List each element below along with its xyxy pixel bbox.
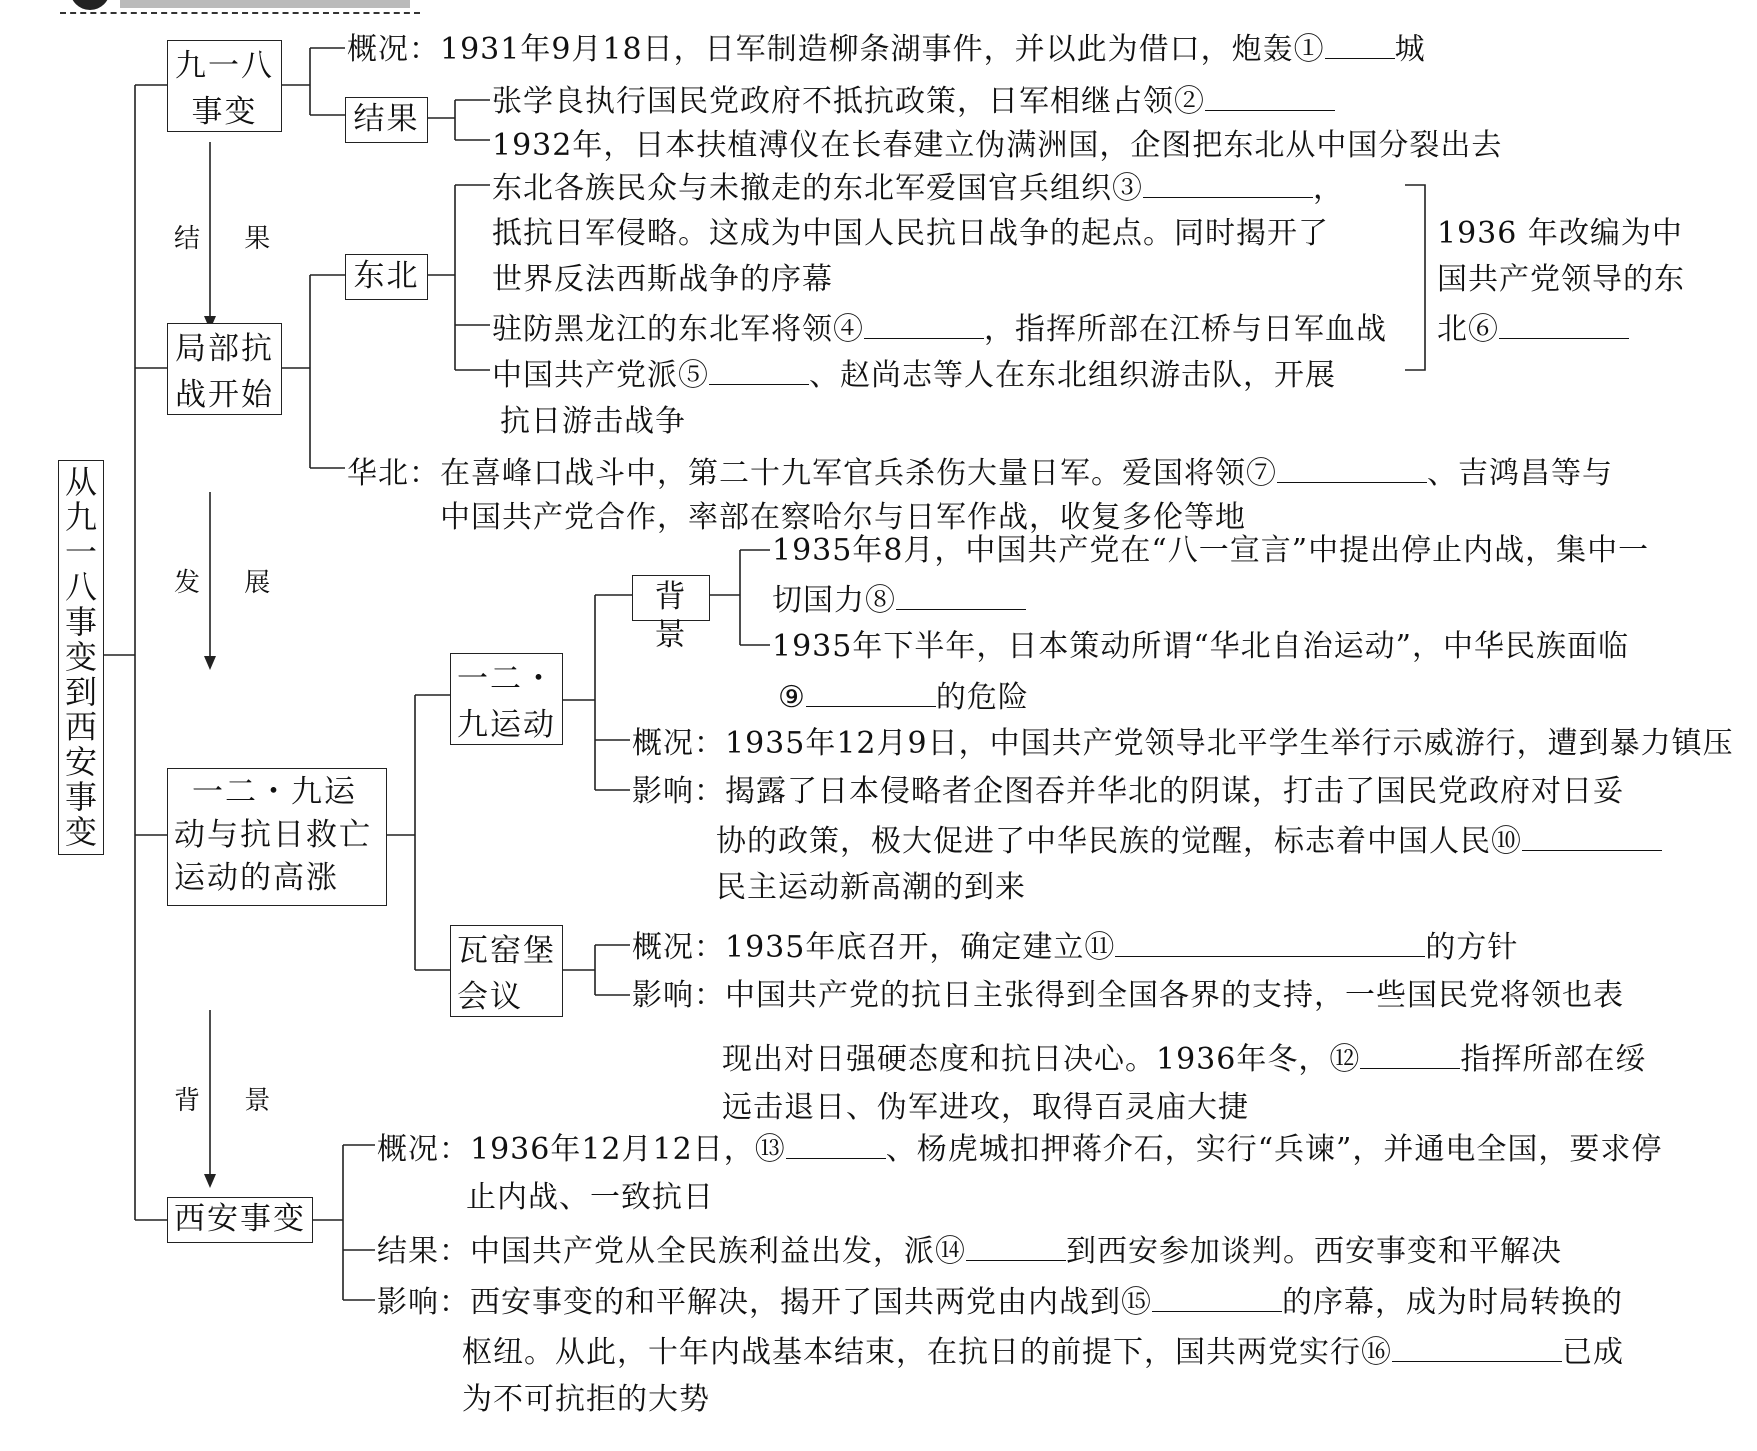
text-xian-influence-1: 影响：西安事变的和平解决，揭开了国共两党由内战到⑮ 的序幕，成为时局转换的 bbox=[377, 1277, 1623, 1327]
text-ne-1c: 世界反法西斯战争的序幕 bbox=[492, 262, 833, 297]
node-129-movement bbox=[450, 653, 563, 745]
text-bg-2b: ⑨ 的危险 bbox=[778, 672, 1029, 722]
node-918-result: 结果 bbox=[345, 97, 428, 143]
root-char: 到 bbox=[64, 673, 97, 711]
text-bg-2a: 1935年下半年，日本策动所谓“华北自治运动”，中华民族面临 bbox=[772, 629, 1630, 664]
root-char: 事 bbox=[64, 603, 97, 641]
root-node bbox=[58, 460, 104, 855]
text-xian-overview-1: 概况：1936年12月12日，⑬ 、杨虎城扣押蒋介石，实行“兵谏”，并通电全国，要求停 bbox=[377, 1124, 1662, 1174]
node-wayaobao bbox=[450, 925, 563, 1017]
node-wayaobao-line1: 瓦窑堡 bbox=[457, 933, 556, 969]
text-918-result-2: 1932年，日本扶植溥仪在长春建立伪满洲国，企图把东北从中国分裂出去 bbox=[492, 128, 1503, 163]
text-wyb-influence-3: 远击退日、伪军进攻，取得百灵庙大捷 bbox=[722, 1090, 1249, 1125]
node-918-line1: 九一八 bbox=[175, 48, 274, 84]
text-918-result-1: 张学良执行国民党政府不抵抗政策，日军相继占领② bbox=[492, 76, 1335, 126]
text-129-influence-3: 民主运动新高潮的到来 bbox=[716, 870, 1026, 905]
node-129-main-line3: 运动的高涨 bbox=[174, 860, 339, 896]
text-129-overview: 概况：1935年12月9日，中国共产党领导北平学生举行示威游行，遭到暴力镇压 bbox=[632, 726, 1734, 761]
node-129-line2: 九运动 bbox=[457, 707, 556, 743]
root-char: 变 bbox=[64, 638, 97, 676]
node-129-main bbox=[167, 768, 387, 906]
node-129-main-line2: 动与抗日救亡 bbox=[174, 817, 372, 853]
node-129-main-line1: 一二・九运 bbox=[192, 774, 357, 810]
text-xian-overview-2: 止内战、一致抗日 bbox=[466, 1180, 714, 1215]
flow-label-background: 背 景 bbox=[174, 1086, 289, 1116]
root-char: 八 bbox=[64, 568, 97, 606]
text-xian-result: 结果：中国共产党从全民族利益出发，派⑭ 到西安参加谈判。西安事变和平解决 bbox=[377, 1226, 1562, 1276]
text-ne-side-1: 1936 年改编为中 bbox=[1437, 216, 1683, 251]
text-ne-side-2: 国共产党领导的东 bbox=[1437, 262, 1685, 297]
root-char: 事 bbox=[64, 778, 97, 816]
text-ne-1a: 东北各族民众与未撤走的东北军爱国官兵组织③ ， bbox=[492, 163, 1344, 213]
node-xian-incident: 西安事变 bbox=[167, 1197, 313, 1243]
text-129-influence-2: 协的政策，极大促进了中华民族的觉醒，标志着中国人民⑩ bbox=[716, 816, 1662, 866]
node-918-incident bbox=[167, 40, 282, 132]
node-local-resistance bbox=[167, 323, 282, 415]
flow-label-develop: 发 展 bbox=[174, 568, 289, 598]
root-char: 九 bbox=[64, 498, 97, 536]
text-xian-influence-2: 枢纽。从此，十年内战基本结束，在抗日的前提下，国共两党实行⑯ 已成 bbox=[462, 1327, 1624, 1377]
node-local-line1: 局部抗 bbox=[175, 331, 274, 367]
text-ne-3c: 抗日游击战争 bbox=[500, 404, 686, 439]
root-char: 西 bbox=[64, 708, 97, 746]
root-label bbox=[59, 465, 103, 850]
text-xian-influence-3: 为不可抗拒的大势 bbox=[462, 1382, 710, 1417]
text-ne-3: 中国共产党派⑤ 、赵尚志等人在东北组织游击队，开展 bbox=[492, 350, 1336, 400]
text-ne-1b: 抵抗日军侵略。这成为中国人民抗日战争的起点。同时揭开了 bbox=[492, 216, 1329, 251]
text-wyb-influence-1: 影响：中国共产党的抗日主张得到全国各界的支持，一些国民党将领也表 bbox=[632, 978, 1624, 1013]
text-ne-side-3: 北⑥ bbox=[1437, 304, 1629, 354]
text-north-china-2: 中国共产党合作，率部在察哈尔与日军作战，收复多伦等地 bbox=[440, 500, 1246, 535]
node-129-line1: 一二・ bbox=[457, 661, 556, 697]
root-char: 安 bbox=[64, 743, 97, 781]
text-129-influence-1: 影响：揭露了日本侵略者企图吞并华北的阴谋，打击了国民党政府对日妥 bbox=[632, 774, 1624, 809]
node-local-line2: 战开始 bbox=[175, 377, 274, 413]
root-char: 一 bbox=[64, 533, 97, 571]
node-wayaobao-line2: 会议 bbox=[457, 979, 523, 1015]
text-wyb-influence-2: 现出对日强硬态度和抗日决心。1936年冬，⑫ 指挥所部在绥 bbox=[722, 1034, 1646, 1084]
node-northeast: 东北 bbox=[345, 254, 428, 300]
node-background: 背景 bbox=[632, 575, 710, 621]
text-north-china-1: 华北：在喜峰口战斗中，第二十九军官兵杀伤大量日军。爱国将领⑦ 、吉鸿昌等与 bbox=[347, 448, 1613, 498]
flow-label-result: 结 果 bbox=[174, 224, 289, 254]
text-bg-1a: 1935年8月，中国共产党在“八一宣言”中提出停止内战，集中一 bbox=[772, 533, 1650, 568]
text-ne-2: 驻防黑龙江的东北军将领④ ，指挥所部在江桥与日军血战 bbox=[492, 304, 1387, 354]
text-918-overview: 概况：1931年9月18日，日军制造柳条湖事件，并以此为借口，炮轰① 城 bbox=[347, 24, 1426, 74]
root-char: 从 bbox=[64, 463, 97, 501]
root-char: 变 bbox=[64, 813, 97, 851]
text-wyb-overview: 概况：1935年底召开，确定建立⑪ 的方针 bbox=[632, 922, 1518, 972]
node-918-line2: 事变 bbox=[191, 94, 258, 130]
text-bg-1b: 切国力⑧ bbox=[772, 575, 1026, 625]
